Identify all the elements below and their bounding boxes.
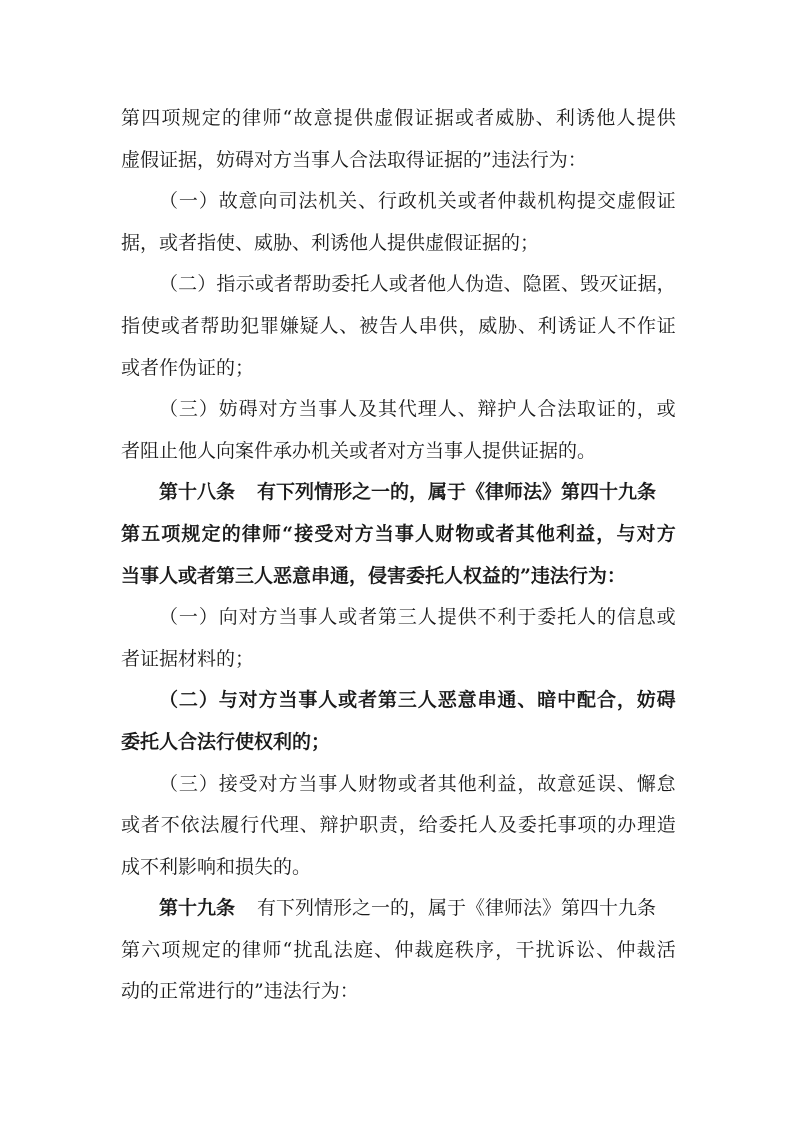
clause-item-1 [121, 597, 676, 680]
text-line: （ 一 ） 故 意 向 司 法 机 关 、 行 政 机 关 或 者 仲 裁 机 构 提 交 虚 假 证 [159, 190, 676, 213]
article-text: 有下列情形之一的，属于《律师法》第四十九条 [257, 897, 657, 920]
text-line: 虚假证据，妨碍对方当事人合法取得证据的”违法行为： [121, 148, 587, 171]
clause-item-3 [121, 389, 676, 472]
text-line: （ 二 ） 与 对 方 当 事 人 或 者 第 三 人 恶 意 串 通 、 暗 中 配 合 ， 妨 碍 [159, 689, 676, 712]
text-line: 或者作伪证的； [121, 356, 255, 379]
text-line: 第 四 项 规 定 的 律 师 “ 故 意 提 供 虚 假 证 据 或 者 威 胁 、 利 诱 他 人 提 供 [121, 107, 676, 129]
document-page [121, 98, 676, 1013]
text-line: （ 三 ） 妨 碍 对 方 当 事 人 及 其 代 理 人 、 辩 护 人 合 法 取 证 的 ， 或 [159, 398, 676, 421]
text-line: 委托人合法行使权利的； [121, 730, 331, 753]
text-line: 或 者 不 依 法 履 行 代 理 、 辩 护 职 责 ， 给 委 托 人 及 委 托 事 项 的 办 理 造 [121, 814, 676, 837]
text-line: 据，或者指使、威胁、利诱他人提供虚假证据的； [121, 231, 540, 254]
text-line: 成不利影响和损失的。 [121, 855, 312, 878]
text-line: 者证据材料的； [121, 647, 255, 670]
text-line: 第 六 项 规 定 的 律 师 “ 扰 乱 法 庭 、 仲 裁 庭 秩 序 ， 干 扰 诉 讼 、 仲 裁 活 [121, 938, 676, 961]
text-line: 第 五 项 规 定 的 律 师 “ 接 受 对 方 当 事 人 财 物 或 者 其 他 利 益 ， 与 对 方 [121, 522, 676, 545]
article-text: 有下列情形之一的，属于《律师法》第四十九条 [257, 481, 657, 504]
article-18 [121, 472, 676, 597]
clause-item-1 [121, 181, 676, 264]
clause-item-3 [121, 764, 676, 889]
article-first-line [121, 472, 676, 514]
text-line: 动的正常进行的”违法行为： [121, 980, 359, 1003]
text-line: 当事人或者第三人恶意串通，侵害委托人权益的”违法行为： [121, 564, 626, 587]
text-line: （ 一 ） 向 对 方 当 事 人 或 者 第 三 人 提 供 不 利 于 委 托 人 的 信 息 或 [159, 606, 676, 629]
article-first-line [121, 888, 676, 930]
clause-item-2 [121, 264, 676, 389]
article-number: 第十九条 [159, 897, 236, 920]
paragraph-continuation [121, 98, 676, 181]
text-line: 者阻止他人向案件承办机关或者对方当事人提供证据的。 [121, 439, 597, 462]
text-line: 指 使 或 者 帮 助 犯 罪 嫌 疑 人 、 被 告 人 串 供 ， 威 胁 、 利 诱 证 人 不 作 证 [121, 314, 676, 337]
article-number: 第十八条 [159, 481, 236, 504]
text-line: （ 三 ） 接 受 对 方 当 事 人 财 物 或 者 其 他 利 益 ， 故 意 延 误 、 懈 怠 [159, 772, 676, 795]
article-19 [121, 888, 676, 1013]
clause-item-2 [121, 680, 676, 763]
text-line: （ 二 ） 指 示 或 者 帮 助 委 托 人 或 者 他 人 伪 造 、 隐 匿 、 毁 灭 证 据 ， [159, 273, 676, 296]
